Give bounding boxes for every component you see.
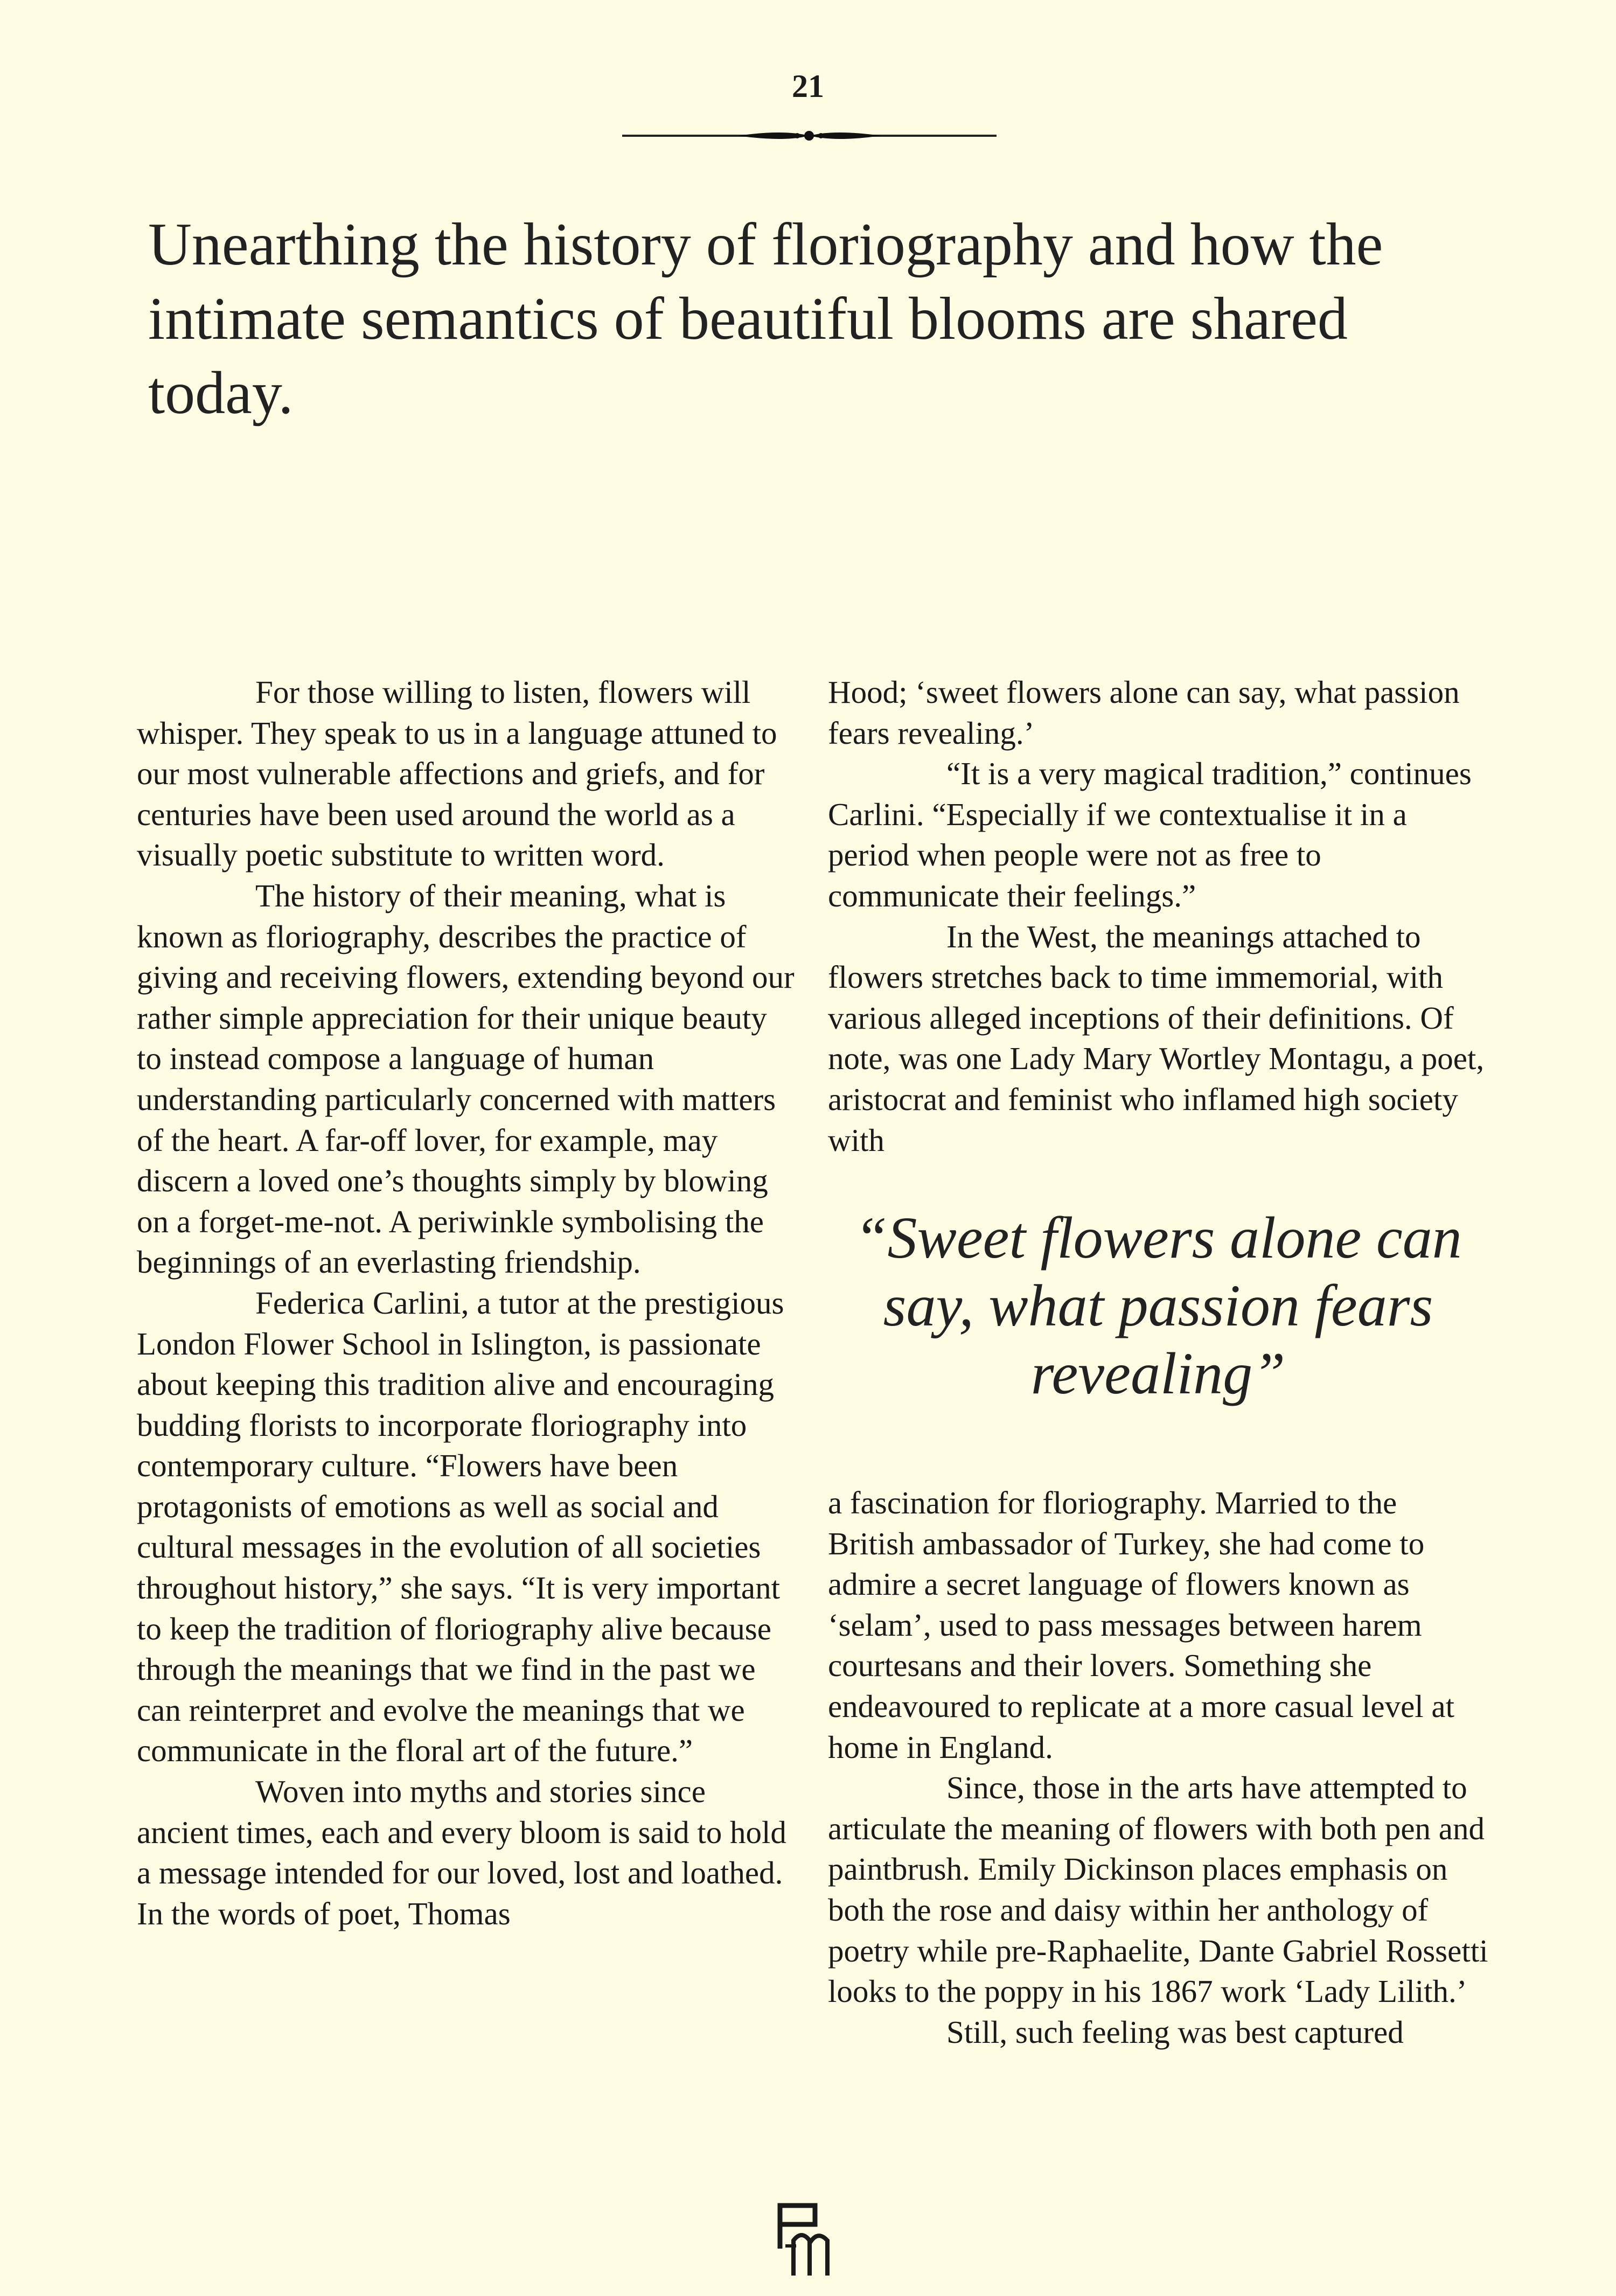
monogram-logo-icon bbox=[764, 2195, 850, 2281]
pull-quote: “Sweet flowers alone can say, what passion fears revealing” bbox=[854, 1205, 1462, 1406]
right-column-lower bbox=[828, 1483, 1490, 2053]
paragraph: Still, such feeling was best captured bbox=[946, 2014, 1404, 2050]
right-column bbox=[828, 672, 1490, 2050]
paragraph: Federica Carlini, a tutor at the prestigious London Flower School in Islington, is passionate about keeping this tradition alive and encouraging budding florists to incorporate floriography into contemporary culture. “Flowers have been protagonists of emotions as well as social and cultural messages in the evolution of all societies throughout history,” she says. “It is very important to keep the tradition of floriography alive because through the meanings that we find in the past we can reinterpret and evolve the meanings that we communicate in the floral art of the future.” bbox=[137, 1285, 784, 1769]
page-number: 21 bbox=[792, 68, 824, 104]
divider-ornament-icon bbox=[622, 125, 997, 146]
paragraph: Hood; ‘sweet flowers alone can say, what passion fears revealing.’ bbox=[828, 674, 1460, 751]
paragraph: a fascination for floriography. Married to the British ambassador of Turkey, she had come to admire a secret language of flowers known as ‘selam’, used to pass messages between harem courtesans and their lovers. Something she endeavoured to replicate at a more casual level at home in England. bbox=[828, 1485, 1455, 1765]
paragraph: “It is a very magical tradition,” continues Carlini. “Especially if we contextualise it in a period when people were not as free to communicate their feelings.” bbox=[828, 756, 1472, 913]
paragraph: Since, those in the arts have attempted to articulate the meaning of flowers with both pen and paintbrush. Emily Dickinson places emphasis on both the rose and daisy within her anthology of poetry while pre-Raphaelite, Dante Gabriel Rossetti looks to the poppy in his 1867 work ‘Lady Lilith.’ bbox=[828, 1770, 1488, 2009]
paragraph: In the West, the meanings attached to flowers stretches back to time immemorial, with various alleged inceptions of their definitions. Of note, was one Lady Mary Wortley Montagu, a poet, aristocrat and feminist who inflamed high society with bbox=[828, 918, 1485, 1158]
right-column-upper bbox=[828, 672, 1490, 1161]
paragraph: Woven into myths and stories since ancient times, each and every bloom is said to hold a message intended for our loved, lost and loathed. In the words of poet, Thomas bbox=[137, 1774, 786, 1931]
paragraph: The history of their meaning, what is known as floriography, describes the practice of giving and receiving flowers, extending beyond our rather simple appreciation for their unique beauty to instead compose a language of human understanding particularly concerned with matters of the heart. A far-off lover, for example, may discern a loved one’s thoughts simply by blowing on a forget-me-not. A periwinkle symbolising the beginnings of an everlasting friendship. bbox=[137, 877, 795, 1280]
article-headline: Unearthing the history of floriography and how the intimate semantics of beautiful blooms are shared today. bbox=[148, 211, 1383, 427]
left-column bbox=[137, 672, 799, 1934]
paragraph: For those willing to listen, flowers will whisper. They speak to us in a language attuned to our most vulnerable affections and griefs, and for centuries have been used around the world as a visually poetic substitute to written word. bbox=[137, 674, 777, 873]
